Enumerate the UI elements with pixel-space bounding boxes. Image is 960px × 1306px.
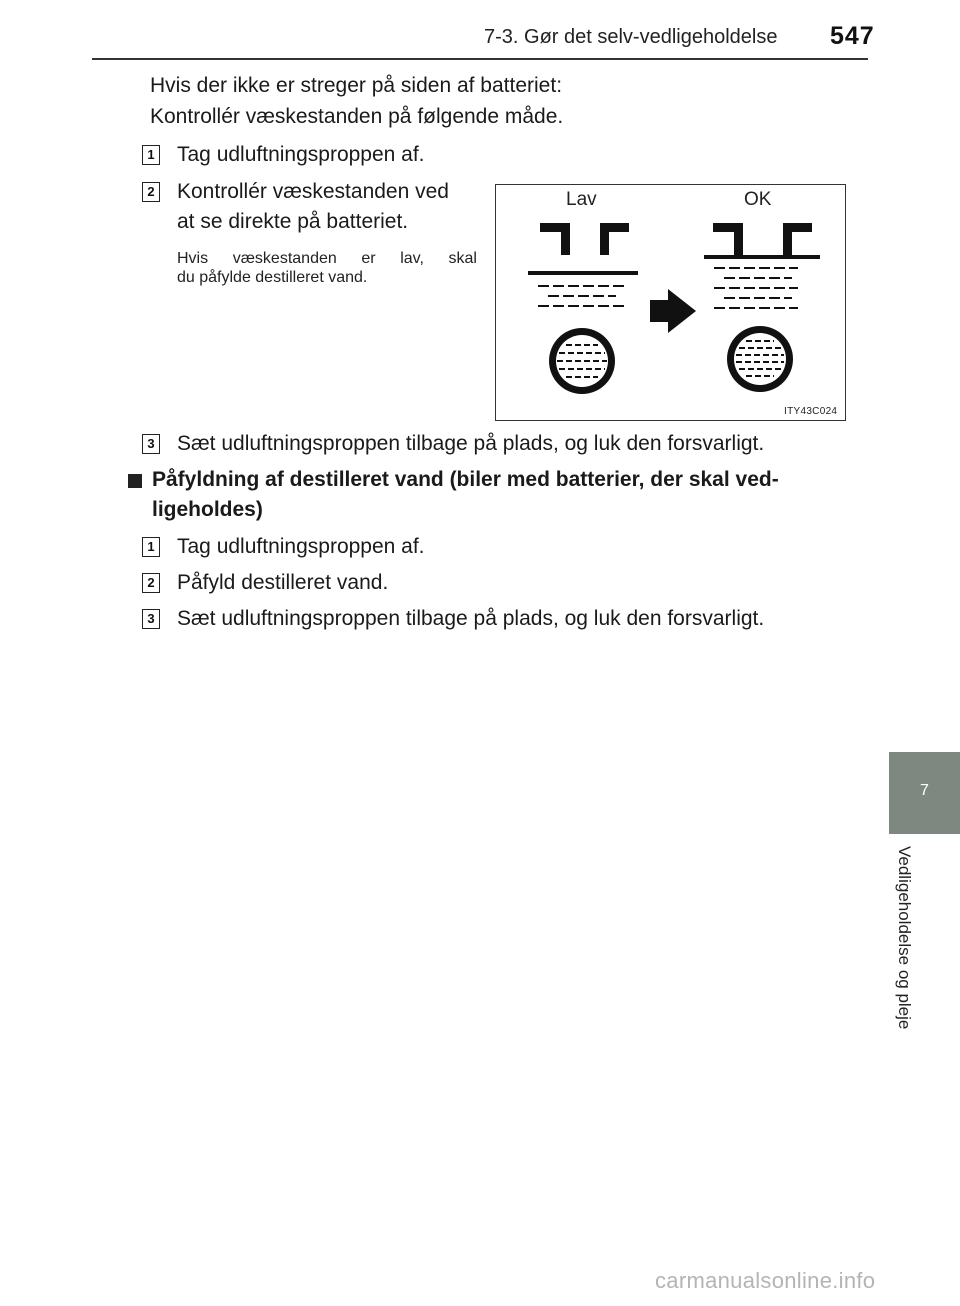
intro-line-1: Hvis der ikke er streger på siden af batteriet: bbox=[150, 74, 563, 97]
section-bullet-square bbox=[128, 474, 142, 488]
note-word: skal bbox=[448, 250, 477, 267]
intro-line-2: Kontrollér væskestanden på følgende måde. bbox=[150, 105, 564, 128]
step-2-note-line-1 bbox=[177, 249, 477, 268]
step-badge-3: 3 bbox=[142, 609, 160, 629]
section-b-step-2-text: Påfyld destilleret vand. bbox=[177, 571, 389, 594]
label-ok: OK bbox=[744, 189, 772, 210]
battery-diagram bbox=[496, 185, 847, 422]
label-low: Lav bbox=[566, 189, 597, 210]
section-b-step-3-text: Sæt udluftningsproppen tilbage på plads, og luk den forsvarligt. bbox=[177, 607, 765, 630]
fluid-dashes-low bbox=[538, 286, 624, 306]
right-arrow-icon bbox=[650, 289, 696, 333]
cell-top-view-ok bbox=[727, 326, 793, 392]
step-3-text: Sæt udluftningsproppen tilbage på plads, og luk den forsvarligt. bbox=[177, 432, 765, 455]
step-1-text: Tag udluftningsproppen af. bbox=[177, 143, 425, 166]
step-badge-2: 2 bbox=[142, 182, 160, 202]
watermark: carmanualsonline.info bbox=[655, 1268, 876, 1293]
chapter-title-vertical bbox=[884, 846, 924, 1066]
note-word: væskestanden bbox=[232, 250, 337, 267]
cell-top-view-low bbox=[549, 328, 615, 394]
fluid-surface-low bbox=[528, 271, 638, 275]
section-heading-line-1: Påfyldning af destilleret vand (biler med batterier, der skal ved- bbox=[152, 468, 779, 491]
battery-level-figure bbox=[495, 184, 846, 421]
step-2-note bbox=[177, 249, 477, 287]
step-badge-1: 1 bbox=[142, 145, 160, 165]
note-word: Hvis bbox=[177, 250, 209, 267]
page-number: 547 bbox=[830, 22, 875, 50]
note-word: er bbox=[361, 250, 376, 267]
figure-code: ITY43C024 bbox=[784, 406, 838, 417]
cell-walls-ok bbox=[713, 223, 812, 255]
note-word: lav, bbox=[400, 250, 424, 267]
fluid-dashes-ok bbox=[714, 268, 798, 308]
cell-walls-low bbox=[540, 223, 629, 255]
header-divider bbox=[92, 58, 868, 60]
section-title: 7-3. Gør det selv-vedligeholdelse bbox=[484, 26, 778, 48]
step-2-text-line-1: Kontrollér væskestanden ved bbox=[177, 180, 449, 203]
step-2-text-line-2: at se direkte på batteriet. bbox=[177, 210, 409, 233]
chapter-number: 7 bbox=[920, 782, 929, 799]
section-b-step-1-text: Tag udluftningsproppen af. bbox=[177, 535, 425, 558]
step-2-note-line-2: du påfylde destilleret vand. bbox=[177, 269, 368, 286]
chapter-title: Vedligeholdelse og pleje bbox=[895, 846, 914, 1030]
step-badge-2: 2 bbox=[142, 573, 160, 593]
step-badge-1: 1 bbox=[142, 537, 160, 557]
step-badge-3: 3 bbox=[142, 434, 160, 454]
fluid-surface-ok bbox=[704, 255, 820, 259]
chapter-tab[interactable] bbox=[889, 752, 960, 834]
section-heading-line-2: ligeholdes) bbox=[152, 498, 263, 521]
